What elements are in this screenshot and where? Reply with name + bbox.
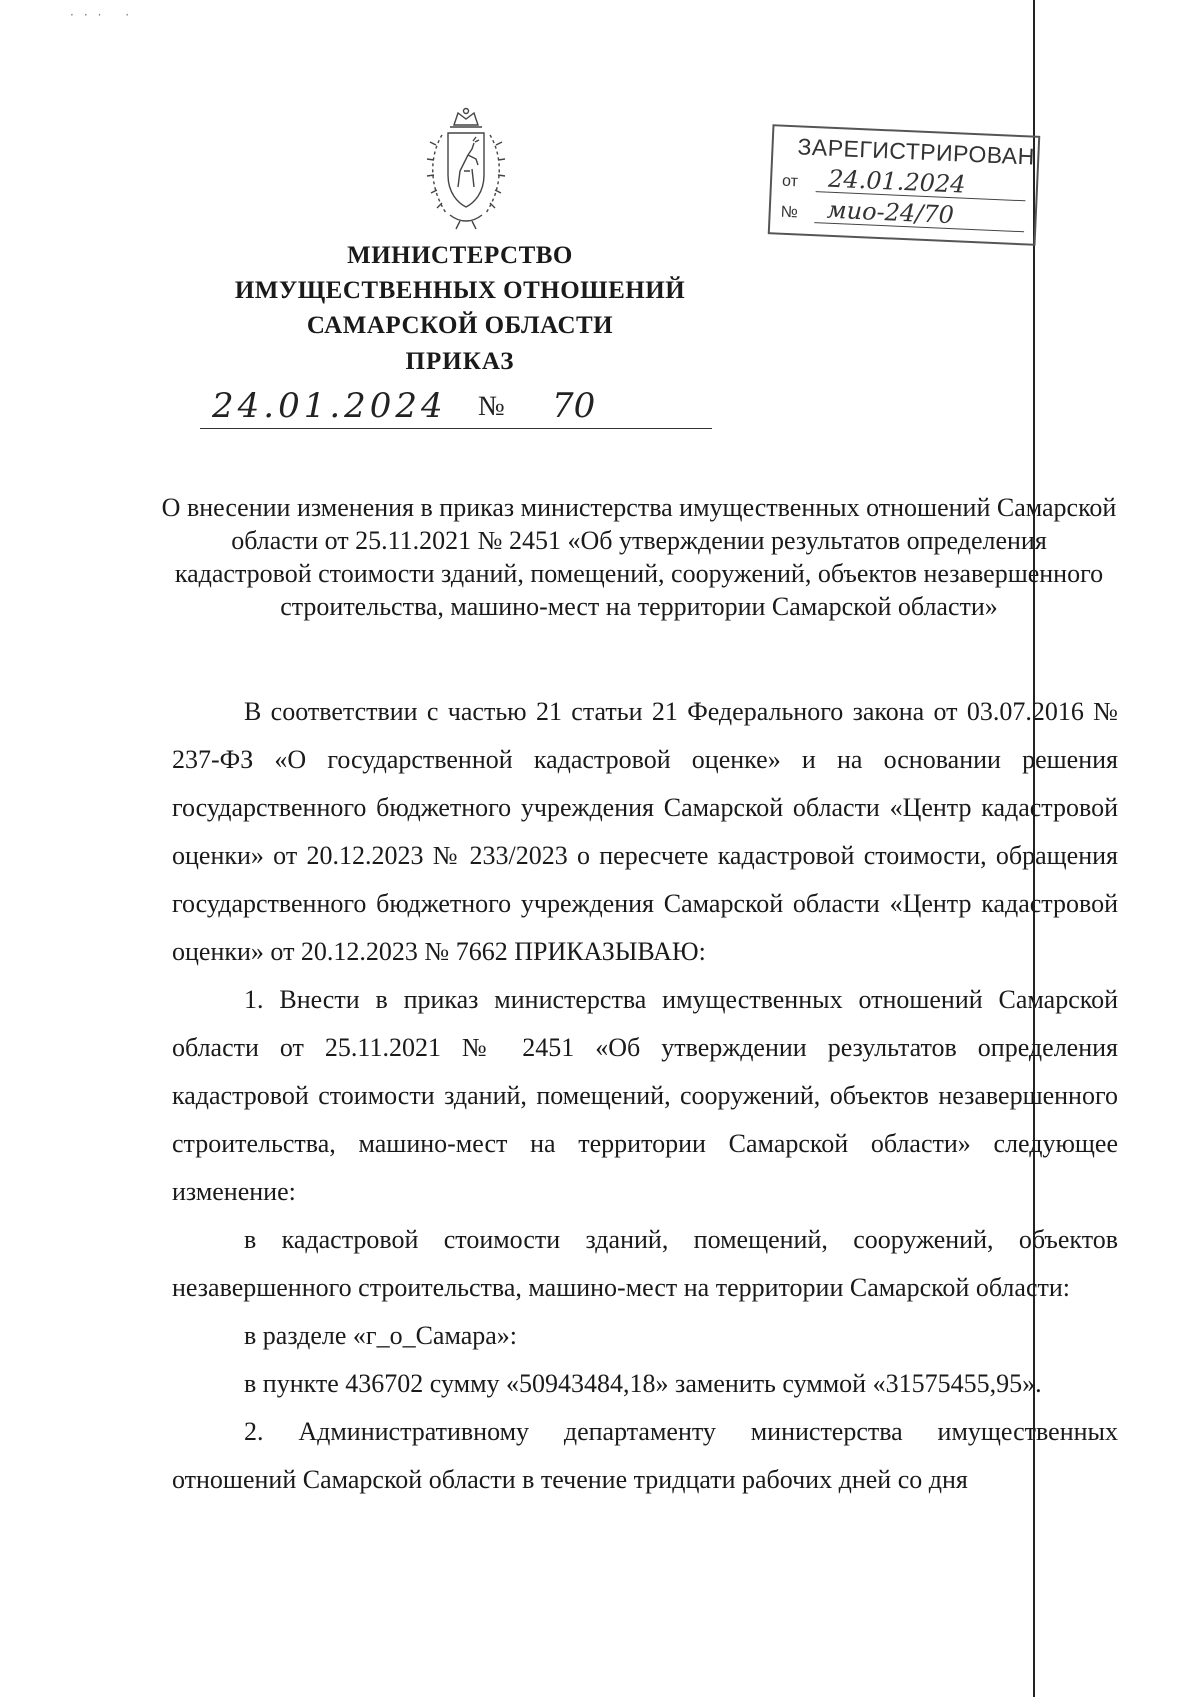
ministry-line: ИМУЩЕСТВЕННЫХ ОТНОШЕНИЙ [234, 277, 686, 304]
order-body [172, 688, 1118, 1504]
order-number-label: № [478, 391, 505, 422]
body-paragraph: В соответствии с частью 21 статьи 21 Федерального закона от 03.07.2016 № 237-ФЗ «О государственной кадастровой оценке» и на основании решения государственного бюджетного учреждения Самарской области «Центр кадастровой оценки» от 20.12.2023 № 233/2023 о пересчете кадастровой стоимости, обращения государственного бюджетного учреждения Самарской области «Центр кадастровой оценки» от 20.12.2023 № 7662 ПРИКАЗЫВАЮ: [172, 697, 1118, 966]
stamp-date-value: 24.01.2024 [816, 165, 1027, 201]
order-number: 70 [552, 386, 596, 426]
stamp-title: ЗАРЕГИСТРИРОВАН [797, 133, 1036, 170]
stamp-date-label: от [781, 172, 799, 191]
stamp-number-row [780, 195, 1025, 233]
scan-marks: ··· · [70, 8, 140, 22]
ministry-name [200, 238, 720, 343]
ministry-line: САМАРСКОЙ ОБЛАСТИ [306, 312, 614, 339]
ministry-line: МИНИСТЕРСТВО [347, 242, 573, 269]
order-title: ПРИКАЗ [405, 348, 515, 375]
body-paragraph: в разделе «г_о_Самара»: [244, 1321, 518, 1350]
order-date: 24.01.2024 [212, 386, 447, 426]
coat-of-arms-icon [420, 105, 512, 233]
registration-stamp [768, 124, 1041, 246]
body-paragraph: в кадастровой стоимости зданий, помещений, сооружений, объектов незавершенного строительства, машино-мест на территории Самарской области: [172, 1225, 1118, 1302]
body-paragraph: 2. Административному департаменту министерства имущественных отношений Самарской области в течение тридцати рабочих дней со дня [172, 1417, 1118, 1494]
body-paragraph: в пункте 436702 сумму «50943484,18» заменить суммой «31575455,95». [244, 1369, 1042, 1398]
order-date-number-line [200, 386, 712, 429]
order-subject: О внесении изменения в приказ министерства имущественных отношений Самарской области от 25.11.2021 № 2451 «Об утверждении результатов определения кадастровой стоимости зданий, помещений, сооружений, объектов незавершенного строительства, машино-мест на территории Самарской области» [161, 493, 1117, 621]
body-paragraph: 1. Внести в приказ министерства имущественных отношений Самарской области от 25.11.2021 № 2451 «Об утверждении результатов определения кадастровой стоимости зданий, помещений, сооружений, объектов незавершенного строительства, машино-мест на территории Самарской области» следующее изменение: [172, 985, 1118, 1206]
stamp-number-label: № [780, 203, 799, 222]
stamp-number-value: мио-24/70 [814, 196, 1025, 232]
